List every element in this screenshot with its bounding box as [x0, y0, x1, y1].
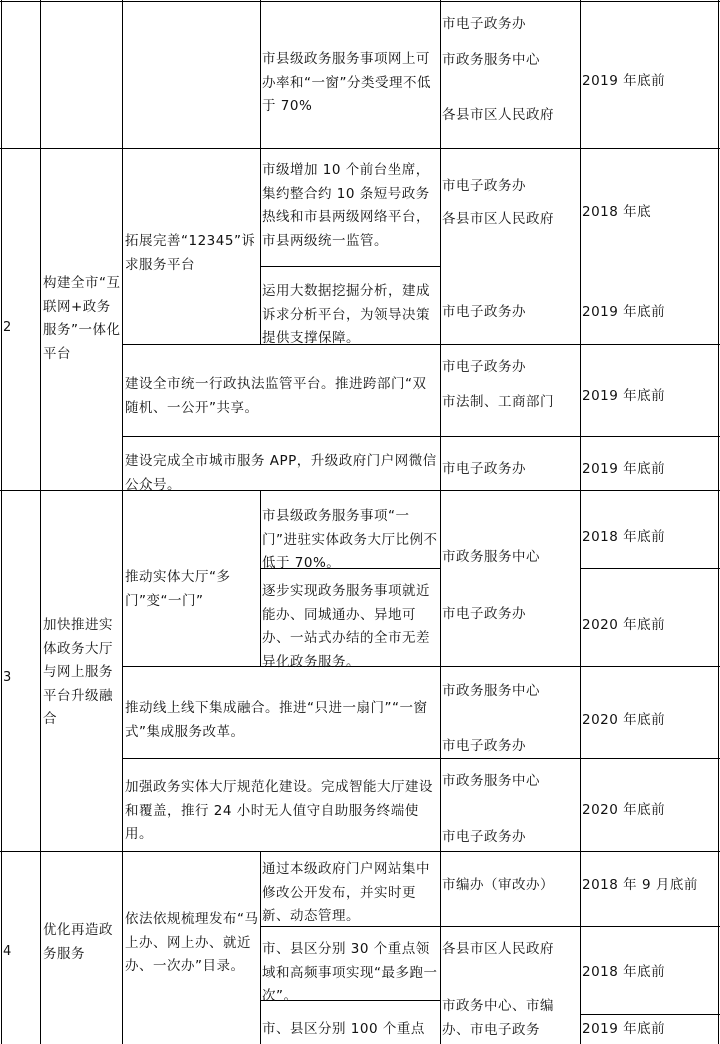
- grid-line: [580, 0, 581, 1044]
- grid-line: [260, 0, 261, 344]
- merged-measure-text: 加强政务实体大厅规范化建设。完成智能大厅建设和覆盖，推行 24 小时无人值守自助服务终端使用。: [125, 779, 433, 842]
- merged-measure-text: 推动线上线下集成融合。推进“只进一扇门”“一窗式”集成服务改革。: [125, 700, 428, 740]
- grid-line: [122, 758, 720, 759]
- dept-text: 市电子政务办: [442, 829, 526, 845]
- deadline-text: 2020 年底前: [582, 617, 666, 633]
- grid-line: [260, 266, 440, 267]
- grid-line: [580, 568, 720, 569]
- subtask-text: 拓展完善“12345”诉求服务平台: [125, 233, 256, 273]
- subtask-text: 推动实体大厅“多门”变“一门”: [125, 569, 231, 609]
- grid-line: [40, 0, 41, 1044]
- dept-text: 市电子政务办: [442, 178, 526, 194]
- deadline-text: 2018 年底: [582, 204, 652, 220]
- deadline-text: 2019 年底前: [582, 73, 666, 89]
- grid-line: [0, 1, 720, 2]
- dept-text: 市法制、工商部门: [442, 394, 554, 410]
- dept-text: 市政务服务中心: [442, 52, 540, 68]
- task-text: 构建全市“互联网+政务服务”一体化平台: [43, 275, 121, 362]
- deadline-text: 2018 年底前: [582, 964, 666, 980]
- dept-text: 各县市区人民政府: [442, 107, 554, 123]
- grid-line: [0, 851, 720, 852]
- dept-text: 市电子政务办: [442, 738, 526, 754]
- grid-line: [260, 851, 261, 1044]
- dept-text: 市政务服务中心: [442, 773, 540, 789]
- row-number: 2: [3, 320, 12, 335]
- dept-text: 市电子政务办: [442, 606, 526, 622]
- subtask-text: 依法依规梳理发布“马上办、网上办、就近办、一次办”目录。: [125, 911, 259, 974]
- dept-text: 市电子政务办: [442, 461, 526, 477]
- measure-text: 市级增加 10 个前台坐席，集约整合约 10 条短号政务热线和市县两级网络平台，市县两级统一监管。: [262, 162, 430, 249]
- deadline-text: 2019 年底前: [582, 1021, 666, 1037]
- measure-text: 市、县区分别 30 个重点领域和高频事项实现“最多跑一次”。: [262, 941, 438, 1004]
- dept-text: 市政务服务中心: [442, 683, 540, 699]
- deadline-text: 2018 年底前: [582, 529, 666, 545]
- dept-text: 各县市区人民政府: [442, 211, 554, 227]
- task-text: 加快推进实体政务大厅与网上服务平台升级融合: [43, 617, 113, 727]
- dept-text: 市电子政务办: [442, 359, 526, 375]
- grid-line: [122, 0, 123, 1044]
- dept-text: 市政务中心、市编办、市电子政务: [442, 998, 554, 1038]
- deadline-text: 2020 年底前: [582, 802, 666, 818]
- measure-text: 市县级政务服务事项网上可办率和“一窗”分类受理不低于 70%: [262, 51, 431, 114]
- grid-line: [122, 436, 720, 437]
- dept-text: 市电子政务办: [442, 16, 526, 32]
- dept-text: 市电子政务办: [442, 304, 526, 320]
- deadline-text: 2019 年底前: [582, 304, 666, 320]
- deadline-text: 2018 年 9 月底前: [582, 877, 698, 893]
- grid-line: [260, 490, 261, 666]
- grid-line: [718, 0, 719, 1044]
- dept-text: 各县市区人民政府: [442, 941, 554, 957]
- measure-text: 通过本级政府门户网站集中修改公开发布，并实时更新、动态管理。: [262, 861, 430, 924]
- measure-text: 市县级政务服务事项“一门”进驻实体政务大厅比例不低于 70%。: [262, 508, 438, 571]
- grid-line: [0, 148, 720, 149]
- measure-text: 市、县区分别 100 个重点: [262, 1021, 425, 1037]
- row-number: 4: [3, 944, 12, 959]
- dept-text: 市政务服务中心: [442, 549, 540, 565]
- merged-measure-text: 建设全市统一行政执法监管平台。推进跨部门“双随机、一公开”共享。: [125, 376, 427, 416]
- deadline-text: 2020 年底前: [582, 712, 666, 728]
- task-text: 优化再造政务服务: [43, 922, 113, 962]
- grid-line: [440, 0, 441, 1044]
- grid-line: [1, 0, 2, 1044]
- row-number: 3: [3, 670, 12, 685]
- deadline-text: 2019 年底前: [582, 388, 666, 404]
- measure-text: 运用大数据挖掘分析，建成诉求分析平台，为领导决策提供支撑保障。: [262, 283, 430, 346]
- deadline-text: 2019 年底前: [582, 461, 666, 477]
- measure-text: 逐步实现政务服务事项就近能办、同城通办、异地可办、一站式办结的全市无差异化政务服务。: [262, 583, 430, 670]
- dept-text: 市编办（审改办）: [442, 877, 554, 893]
- merged-measure-text: 建设完成全市城市服务 APP，升级政府门户网微信公众号。: [125, 453, 437, 493]
- grid-line: [580, 1014, 720, 1015]
